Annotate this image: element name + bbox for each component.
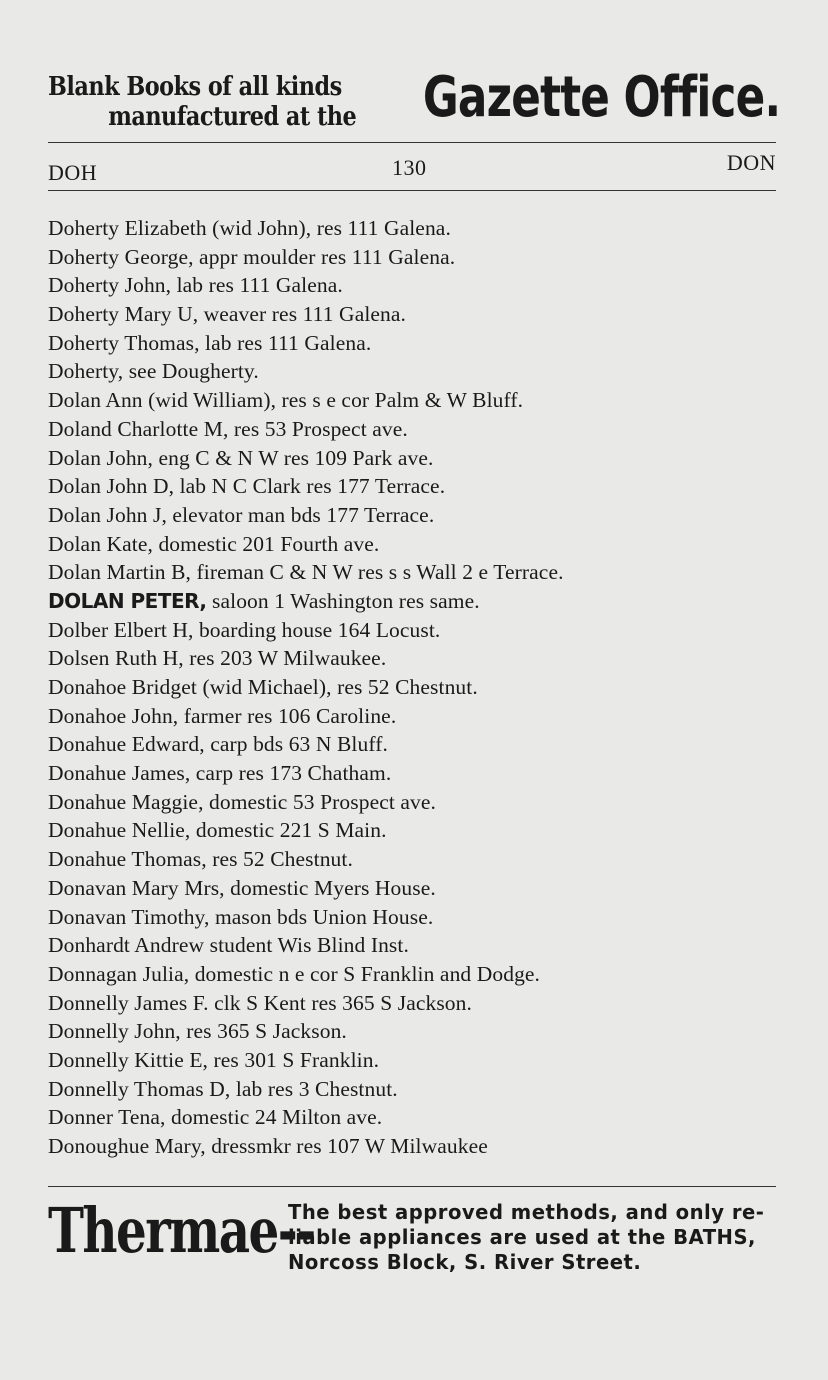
directory-entry: Donahue Maggie, domestic 53 Prospect ave. <box>48 789 437 814</box>
directory-entry: Donoughue Mary, dressmkr res 107 W Milwaukee <box>48 1134 488 1158</box>
directory-entry: Donhardt Andrew student Wis Blind Inst. <box>48 933 409 958</box>
bold-entry-details: saloon 1 Washington res same. <box>206 588 480 613</box>
directory-entry: Donner Tena, domestic 24 Milton ave. <box>48 1105 383 1130</box>
ad-brand-thermae: Thermae-- <box>48 1194 315 1267</box>
directory-entry: Donavan Mary Mrs, domestic Myers House. <box>48 875 436 900</box>
directory-entry: Dolan John, eng C & N W res 109 Park ave. <box>48 445 434 470</box>
directory-entry: Doherty Thomas, lab res 111 Galena. <box>48 330 372 355</box>
gazette-office-advertisement <box>48 66 780 136</box>
ad-description-line-2: liable appliances are used at the BATHS, <box>288 1225 756 1249</box>
ad-brand-gazette-office: Gazette Office. <box>422 65 780 130</box>
running-head-left: DOH <box>48 160 98 185</box>
directory-entry: Dolan Ann (wid William), res s e cor Palm & W Bluff. <box>48 388 524 413</box>
page-number: 130 <box>392 155 427 180</box>
header-divider <box>48 190 776 191</box>
directory-entry-bold <box>48 587 788 616</box>
directory-entry: Donahoe John, farmer res 106 Caroline. <box>48 703 397 728</box>
directory-entry: Donahue Nellie, domestic 221 S Main. <box>48 818 387 843</box>
thermae-advertisement <box>48 1196 788 1286</box>
top-divider <box>48 142 776 143</box>
bold-entry-name: DOLAN PETER, <box>48 588 207 613</box>
directory-entry: Doherty George, appr moulder res 111 Galena. <box>48 244 456 269</box>
directory-entry: Doland Charlotte M, res 53 Prospect ave. <box>48 416 408 441</box>
directory-entry: Donnelly Kittie E, res 301 S Franklin. <box>48 1047 380 1072</box>
directory-entry: Doherty John, lab res 111 Galena. <box>48 273 343 298</box>
directory-entry: Dolsen Ruth H, res 203 W Milwaukee. <box>48 646 387 671</box>
ad-description-line-3: Norcoss Block, S. River Street. <box>288 1250 642 1274</box>
directory-entry: Donnelly James F. clk S Kent res 365 S Jackson. <box>48 990 472 1015</box>
ad-tagline-line-1: Blank Books of all kinds <box>48 72 342 102</box>
directory-entry: Donavan Timothy, mason bds Union House. <box>48 904 434 929</box>
ad-tagline-line-2: manufactured at the <box>108 102 357 132</box>
directory-entry: Dolan Kate, domestic 201 Fourth ave. <box>48 531 380 556</box>
directory-entry: Donahue Edward, carp bds 63 N Bluff. <box>48 732 388 757</box>
directory-entry: Dolan Martin B, fireman C & N W res s s Wall 2 e Terrace. <box>48 560 564 585</box>
ad-description <box>288 1200 778 1275</box>
directory-entry: Dolan John D, lab N C Clark res 177 Terrace. <box>48 474 446 499</box>
directory-entry: Donahue James, carp res 173 Chatham. <box>48 761 392 786</box>
ad-description-line-1: The best approved methods, and only re- <box>288 1200 765 1224</box>
footer-divider <box>48 1186 776 1187</box>
directory-entry: Donahue Thomas, res 52 Chestnut. <box>48 847 353 872</box>
directory-entry: Doherty Mary U, weaver res 111 Galena. <box>48 302 407 327</box>
directory-entry: Donnagan Julia, domestic n e cor S Franklin and Dodge. <box>48 961 541 986</box>
directory-entry: Doherty, see Dougherty. <box>48 359 259 384</box>
directory-entry: Doherty Elizabeth (wid John), res 111 Galena. <box>48 216 451 240</box>
directory-entry: Donahoe Bridget (wid Michael), res 52 Chestnut. <box>48 675 478 699</box>
directory-entries <box>48 214 788 1161</box>
directory-entry: Donnelly John, res 365 S Jackson. <box>48 1019 347 1044</box>
running-head-right: DON <box>726 150 776 175</box>
ad-tagline <box>48 72 383 132</box>
directory-entry: Dolber Elbert H, boarding house 164 Locust. <box>48 617 441 642</box>
directory-entry: Dolan John J, elevator man bds 177 Terrace. <box>48 502 435 527</box>
directory-entry: Donnelly Thomas D, lab res 3 Chestnut. <box>48 1076 398 1101</box>
